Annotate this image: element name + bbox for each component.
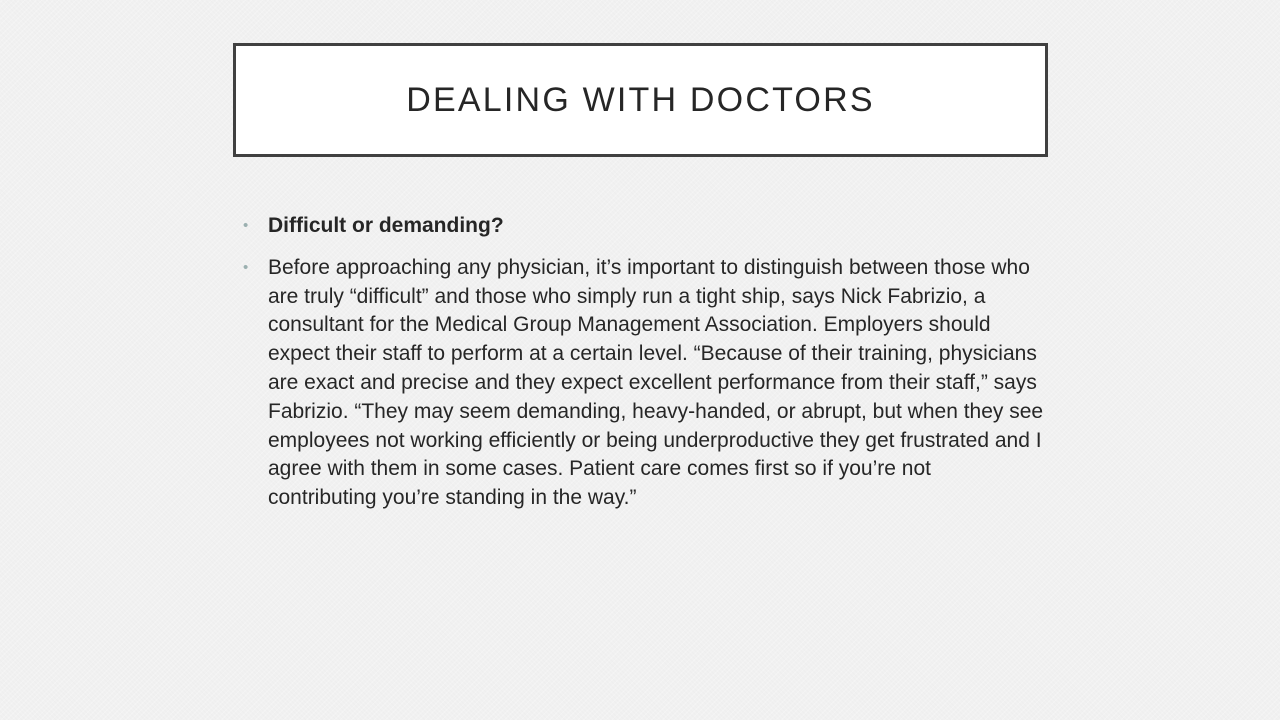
bullet-heading: Difficult or demanding? [268, 214, 504, 237]
bullet-dot-icon: • [243, 258, 249, 276]
slide-title: DEALING WITH DOCTORS [406, 80, 875, 119]
bullet-item-2 [243, 254, 1043, 513]
bullet-dot-icon: • [243, 217, 249, 234]
bullet-item-1 [243, 212, 1043, 241]
bullet-list [243, 212, 1043, 513]
title-box [233, 43, 1048, 157]
bullet-body-text: Before approaching any physician, it’s important to distinguish between those who are truly “difficult” and those who simply run a tight ship, says Nick Fabrizio, a consultant for the Medical Group Management Association. Employers should expect their staff to perform at a certain level. “Because of their training, physicians are exact and precise and they expect excellent performance from their staff,” says Fabrizio. “They may seem demanding, heavy-handed, or abrupt, but when they see employees not working efficiently or being underproductive they get frustrated and I agree with them in some cases. Patient care comes first so if you’re not contributing you’re standing in the way.” [268, 255, 1044, 510]
